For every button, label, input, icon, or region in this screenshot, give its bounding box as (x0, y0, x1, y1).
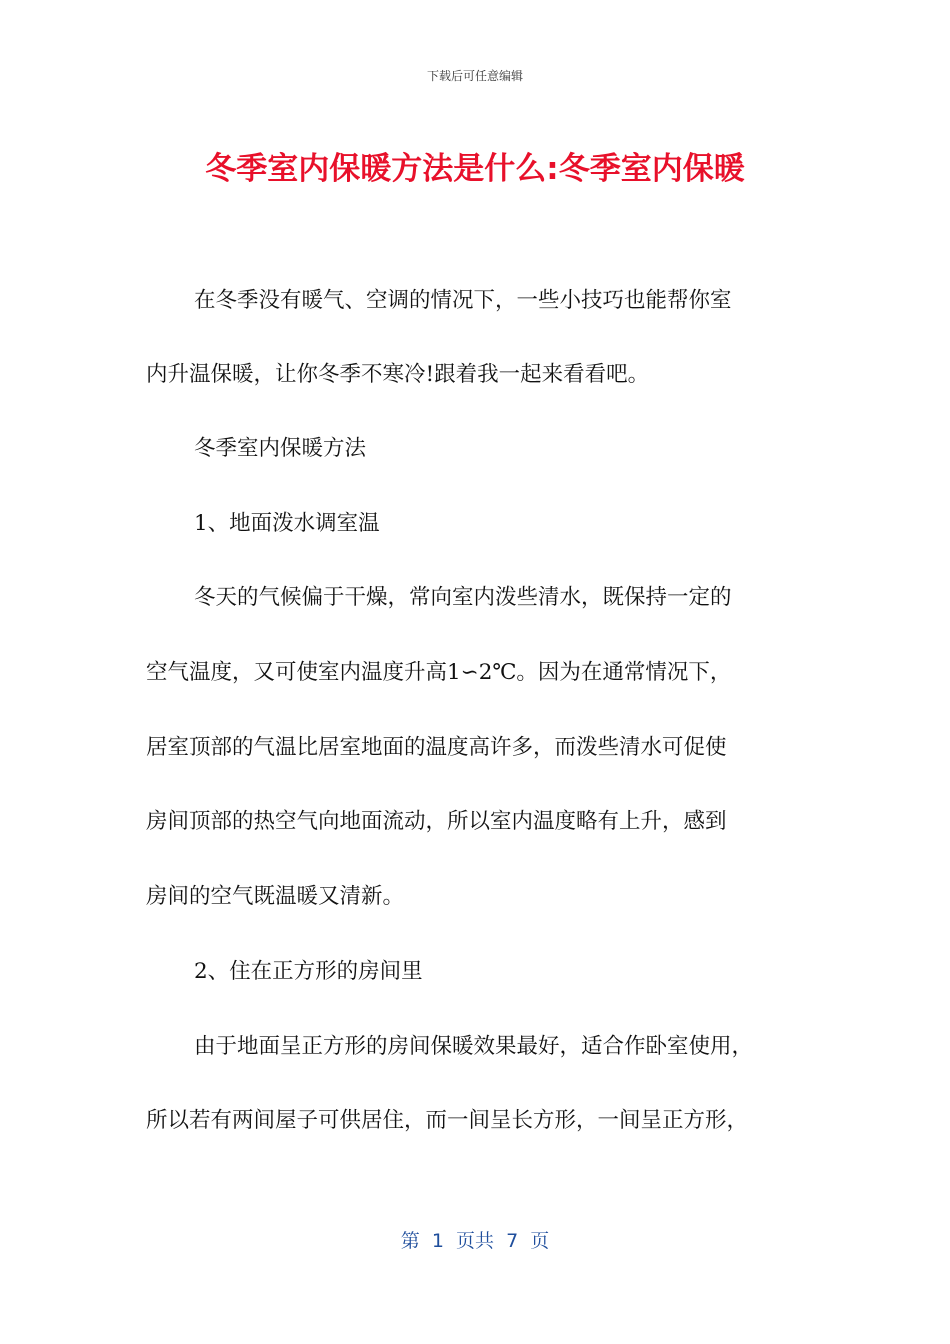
paragraph-line: 内升温保暖，让你冬季不寒冷!跟着我一起来看看吧。 (146, 362, 650, 387)
subsection-heading: 2、住在正方形的房间里 (194, 959, 423, 984)
paragraph-line: 在冬季没有暖气、空调的情况下，一些小技巧也能帮你室 (194, 288, 732, 313)
page-footer: 第 1 页共 7 页 (400, 1230, 550, 1252)
paragraph-line: 居室顶部的气温比居室地面的温度高许多，而泼些清水可促使 (146, 735, 727, 760)
paragraph-line: 所以若有两间屋子可供居住，而一间呈长方形，一间呈正方形， (146, 1108, 749, 1133)
subsection-heading: 1、地面泼水调室温 (194, 511, 380, 536)
paragraph-line: 房间的空气既温暖又清新。 (146, 884, 405, 909)
paragraph-line: 房间顶部的热空气向地面流动，所以室内温度略有上升，感到 (146, 809, 727, 834)
paragraph-line: 冬天的气候偏于干燥，常向室内泼些清水，既保持一定的 (194, 585, 732, 610)
paragraph-line: 由于地面呈正方形的房间保暖效果最好，适合作卧室使用， (194, 1034, 754, 1059)
header-note: 下载后可任意编辑 (426, 69, 523, 83)
document-title: 冬季室内保暖方法是什么:冬季室内保暖 (205, 151, 745, 187)
paragraph-line: 空气温度，又可使室内温度升高1∽2℃。因为在通常情况下， (146, 660, 732, 685)
section-heading: 冬季室内保暖方法 (194, 436, 367, 461)
